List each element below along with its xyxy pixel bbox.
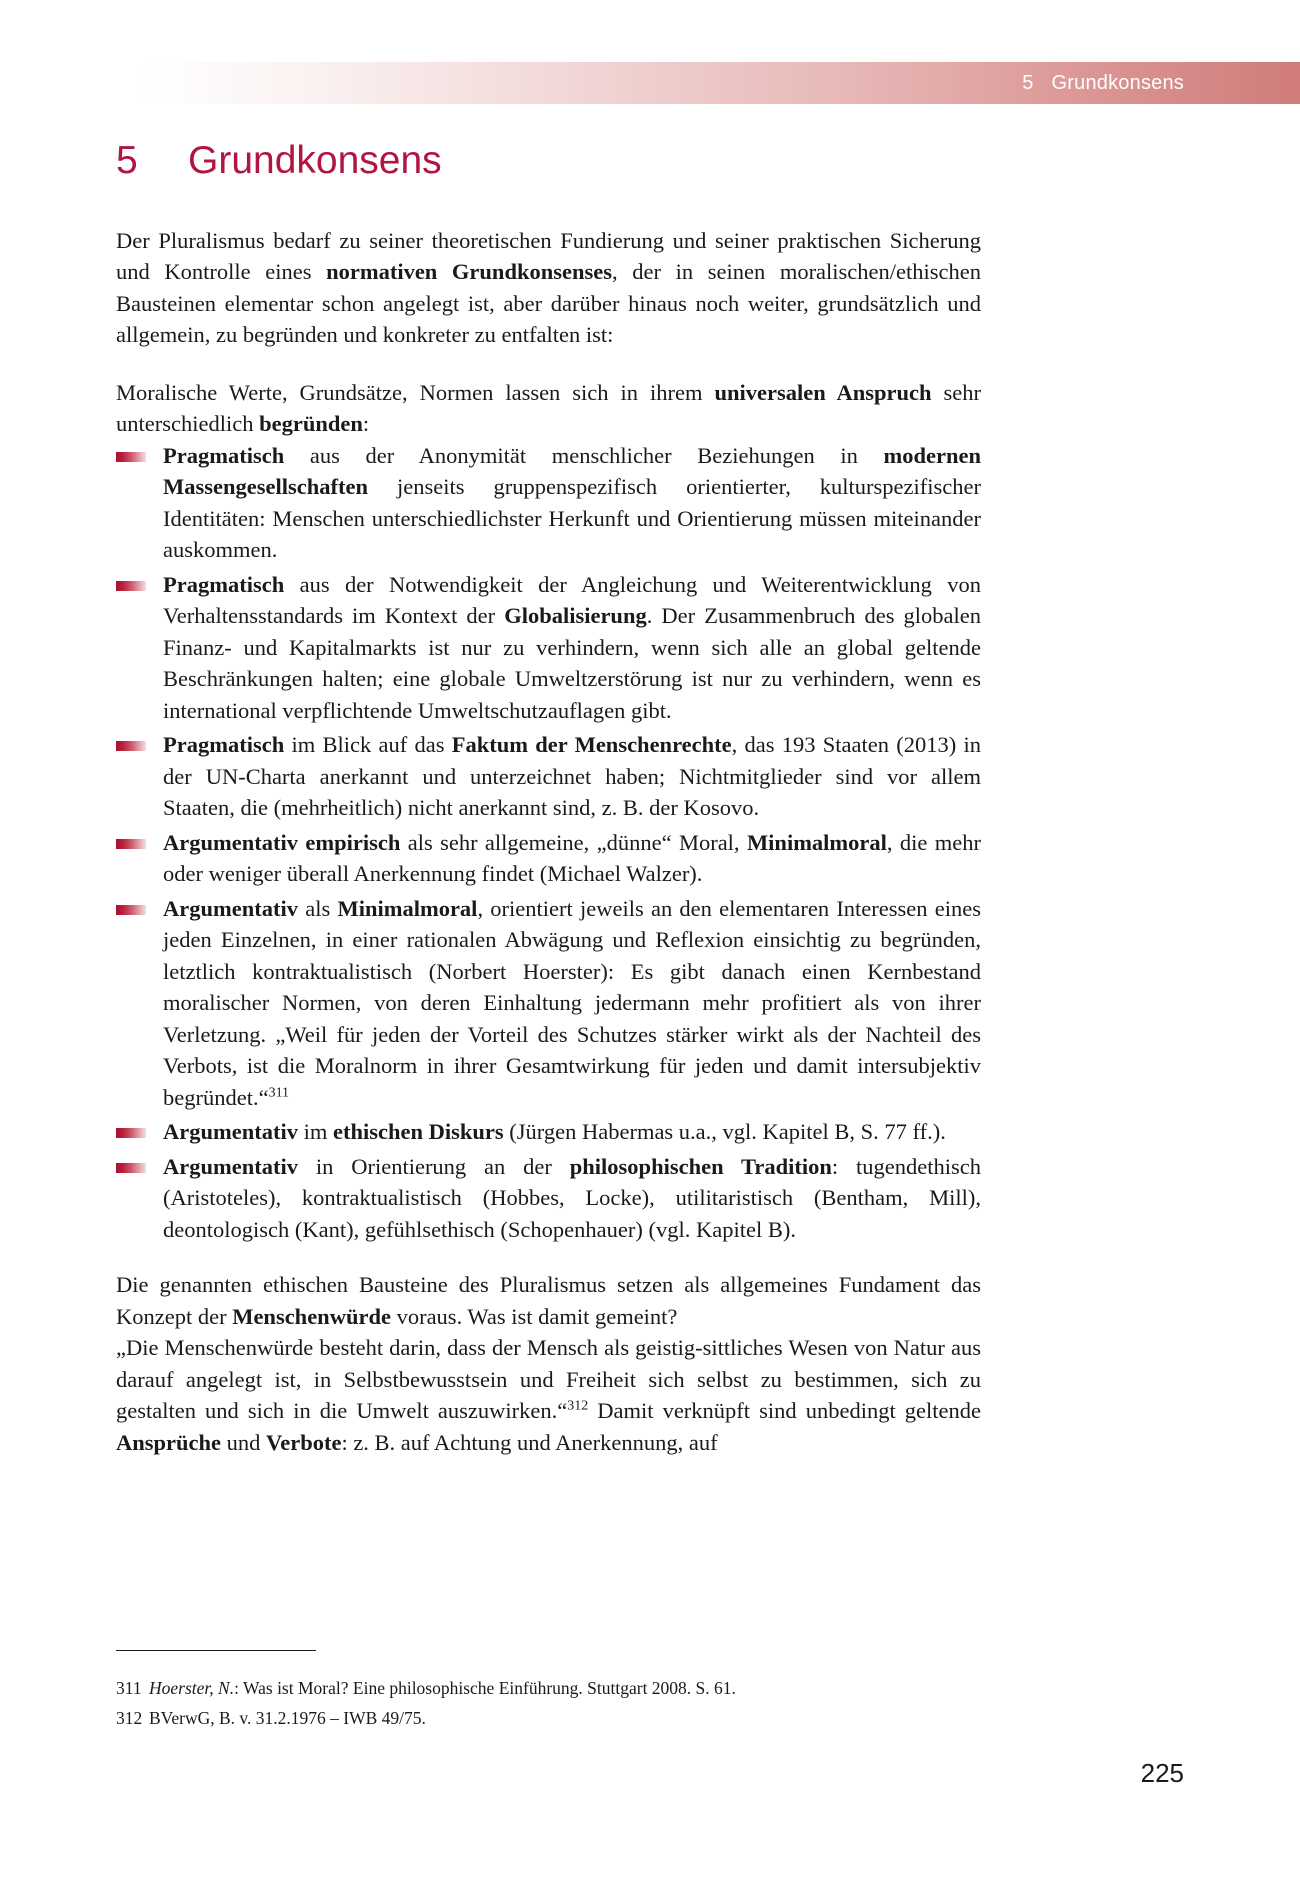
list-item [116, 1151, 981, 1246]
lead-in-emphasis-1: universalen Anspruch [714, 379, 932, 405]
footnote-author: Hoerster, N. [149, 1678, 235, 1698]
footnote-body: BVerwG, B. v. 31.2.1976 – IWB 49/75. [149, 1708, 426, 1728]
list-item-text-1: im [297, 1119, 333, 1145]
list-item-text-1: als sehr allgemeine, „dünne“ Moral, [400, 829, 747, 855]
quote-emphasis-1: Ansprüche [116, 1429, 222, 1455]
list-item-text-2: , orientiert jeweils an den elementaren Interessen eines jeden Einzelnen, in einer rationalen Abwägung und Reflexion einsichtig zu begründen, letztlich kontraktualistisch (Norbert Hoerster): Es gibt danach einen Kernbestand moralischer Normen, von deren Einhaltung jedermann mehr profitiert als von ihrer Verletzung. „Weil für jeden der Vorteil des Schutzes stärker wirkt als der Nachteil des Verbots, ist die Moralnorm in ihrer Gesamtwirkung für jeden und damit intersubjektiv begründet.“ [163, 895, 981, 1110]
gradient-bullet-icon [116, 741, 146, 751]
list-item [116, 1116, 981, 1148]
list-item-text-1: aus der Notwendigkeit der Angleichung und Weiterentwicklung von Verhaltensstandards im Kontext der [163, 571, 981, 629]
intro-text-2: , der in seinen moralischen/ethischen Bausteinen elementar schon angelegt ist, aber darüber hinaus noch weiter, grundsätzlich und allgemein, zu begründen und konkreter zu entfalten ist: [116, 259, 981, 348]
footnote [116, 1673, 981, 1703]
list-item-emphasis-1: Pragmatisch [163, 732, 285, 758]
running-header-band [140, 62, 1300, 104]
list-item-text-2: : tugendethisch (Aristoteles), kontraktualistisch (Hobbes, Locke), utilitaristisch (Bentham, Mill), deontologisch (Kant), gefühlsethisch (Schopenhauer) (vgl. Kapitel B). [163, 1153, 981, 1242]
page-number: 225 [1140, 1758, 1184, 1788]
page-title [116, 140, 981, 183]
closing-emphasis-1: Menschenwürde [232, 1303, 391, 1329]
list-item-emphasis-1: Pragmatisch [163, 571, 285, 597]
quote-text-1: „Die Menschenwürde besteht darin, dass der Mensch als geistig-sittliches Wesen von Natur aus darauf angelegt ist, in Selbstbewusstsein und Freiheit sich selbst zu bestimmen, sich zu gestalten und sich in die Umwelt auszuwirken.“ [116, 1335, 981, 1424]
list-item-text-2: . Der Zusammenbruch des globalen Finanz- und Kapitalmarkts ist nur zu verhindern, wenn sich alle an global geltende Beschränkungen halten; eine globale Umweltzerstörung ist nur zu verhindern, wenn es international verpflichtende Umweltschutzauflagen gibt. [163, 603, 982, 723]
list-item [116, 569, 981, 727]
list-item [116, 827, 981, 890]
list-item-text-1: aus der Anonymität menschlicher Beziehungen in [284, 442, 884, 468]
list-item-text-1: im Blick auf das [284, 732, 452, 758]
chapter-title-text: Grundkonsens [188, 139, 442, 182]
list-item-emphasis-2: Minimalmoral [337, 895, 478, 921]
footnote-text [149, 1673, 736, 1703]
list-item-emphasis-1: Argumentativ empirisch [163, 829, 401, 855]
footnote-separator-rule [116, 1650, 316, 1651]
running-header-chapter-number: 5 [1022, 71, 1034, 94]
list-item-emphasis-1: Argumentativ [163, 1153, 298, 1179]
quote-text-3: und [221, 1429, 267, 1455]
quote-text-4: : z. B. auf Achtung und Anerkennung, auf [341, 1429, 718, 1455]
gradient-bullet-icon [116, 1128, 146, 1138]
running-header-chapter-title: Grundkonsens [1051, 71, 1184, 94]
list-item-emphasis-2: Faktum der Menschenrechte [451, 732, 732, 758]
lead-in-text-2: sehr unterschiedlich [116, 379, 981, 437]
list-item-emphasis-2: modernen Massengesellschaften [163, 442, 981, 500]
quote-text-2: Damit verknüpft sind unbedingt geltende [588, 1398, 982, 1424]
gradient-bullet-icon [116, 452, 146, 462]
footnote-number: 311 [116, 1678, 142, 1698]
chapter-number: 5 [116, 139, 138, 182]
intro-text-1: Der Pluralismus bedarf zu seiner theoretischen Fundierung und seiner praktischen Sicherung und Kontrolle eines [116, 227, 981, 285]
list-item-emphasis-2: Minimalmoral [746, 829, 887, 855]
list-item [116, 729, 981, 824]
lead-in-text-1: Moralische Werte, Grundsätze, Normen lassen sich in ihrem [116, 379, 715, 405]
gradient-bullet-icon [116, 581, 146, 591]
intro-emphasis-1: normativen Grundkonsenses [326, 259, 612, 285]
list-item-emphasis-1: Pragmatisch [163, 442, 285, 468]
footnote-area [116, 1650, 981, 1733]
argument-list [116, 440, 981, 1246]
intro-paragraph [116, 225, 981, 351]
lead-in-text-3: : [362, 411, 370, 437]
list-item-emphasis-2: Globalisierung [504, 603, 647, 629]
list-item-text-2: , das 193 Staaten (2013) in der UN-Charta anerkannt und unterzeichnet haben; Nichtmitglieder sind vor allem Staaten, die (mehrheitlich) nicht anerkannt sind, z. B. der Kosovo. [163, 732, 981, 821]
list-item [116, 440, 981, 566]
closing-paragraph [116, 1269, 981, 1332]
footnote-marker-312: 312 [567, 1398, 589, 1414]
running-header-text [1022, 72, 1300, 95]
list-item-text-2: jenseits gruppenspezifisch orientierter, kulturspezifischer Identitäten: Menschen unterschiedlichster Herkunft und Orientierung müssen miteinander auskommen. [163, 474, 981, 563]
lead-in-emphasis-2: begründen [259, 411, 363, 437]
list-item-emphasis-2: ethischen Diskurs [333, 1119, 504, 1145]
gradient-bullet-icon [116, 839, 146, 849]
footnote [116, 1703, 981, 1733]
closing-text-1: Die genannten ethischen Bausteine des Pluralismus setzen als allgemeines Fundament das Konzept der [116, 1272, 981, 1329]
gradient-bullet-icon [116, 905, 146, 915]
list-item-text-1: als [297, 895, 338, 921]
quote-emphasis-2: Verbote [266, 1429, 342, 1455]
list-item [116, 893, 981, 1114]
list-item-emphasis-1: Argumentativ [163, 895, 298, 921]
quote-paragraph [116, 1332, 981, 1458]
closing-text-2: voraus. Was ist damit gemeint? [390, 1303, 678, 1329]
gradient-bullet-icon [116, 1163, 146, 1173]
footnote-number: 312 [116, 1708, 143, 1728]
list-item-text-2: (Jürgen Habermas u.a., vgl. Kapitel B, S. 77 ff.). [503, 1119, 946, 1145]
list-item-emphasis-1: Argumentativ [163, 1119, 298, 1145]
list-item-text-2: , die mehr oder weniger überall Anerkennung findet (Michael Walzer). [163, 829, 982, 887]
list-item-emphasis-2: philosophischen Tradition [569, 1153, 832, 1179]
page-content [116, 140, 981, 1484]
footnote-body: : Was ist Moral? Eine philosophische Einführung. Stuttgart 2008. S. 61. [234, 1678, 736, 1698]
list-item-text-1: in Orientierung an der [297, 1153, 570, 1179]
list-lead-in-paragraph [116, 377, 981, 440]
footnote-text [149, 1703, 426, 1733]
footnote-marker-311: 311 [268, 1085, 289, 1101]
